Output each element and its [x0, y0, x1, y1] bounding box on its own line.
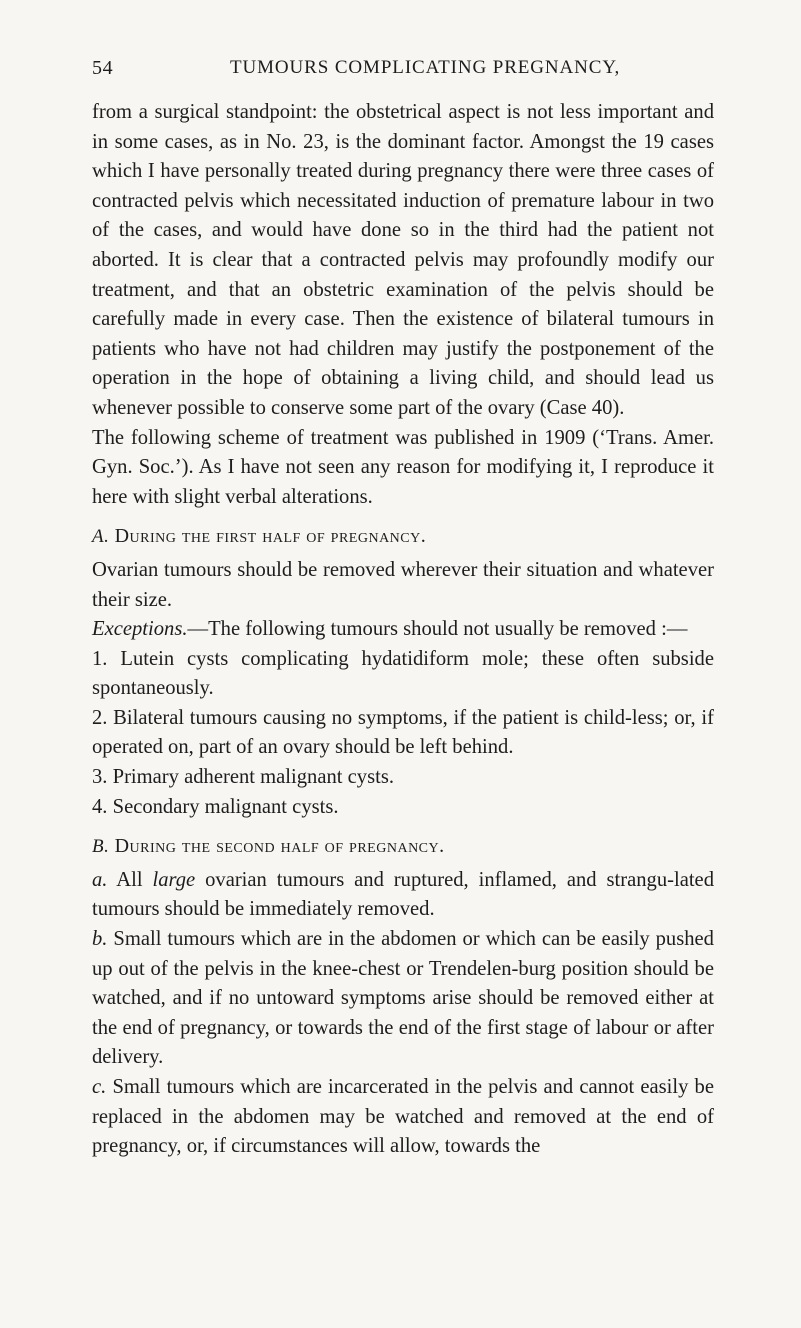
section-title-b: During the second half of pregnancy.: [114, 835, 445, 858]
section-b-item-c: [92, 1073, 714, 1162]
running-head: [92, 57, 712, 87]
item-a-emphasis: large: [152, 868, 196, 891]
body-text: [92, 98, 714, 1162]
exceptions-label: Exceptions.: [92, 618, 188, 641]
item-letter: a.: [92, 868, 108, 891]
item-a-pre: All: [116, 868, 143, 891]
item-b-text: Small tumours which are in the abdomen or which can be easily pushed up out of the pelvis in the knee-chest or Trendelen-burg position should be watched, and if no untoward symptoms arise should be removed either at the end of pregnancy, or towards the end of the first stage of labour or after delivery.: [92, 928, 714, 1069]
exception-item-number: 4.: [92, 795, 108, 818]
item-c-text: Small tumours which are incarcerated in the pelvis and cannot easily be replaced in the abdomen may be watched and removed at the end of pregnancy, or, if circumstances will allow, towards the: [92, 1076, 714, 1158]
exception-item-text: Primary adherent malignant cysts.: [112, 766, 394, 789]
section-heading-a: [92, 522, 714, 552]
exception-item-text: Secondary malignant cysts.: [112, 795, 339, 818]
paragraph-surgical-standpoint: from a surgical standpoint: the obstetrical aspect is not less important and in some cases, as in No. 23, is the dominant factor. Amongst the 19 cases which I have personally treated during pregnancy there were three cases of contracted pelvis which necessitated induction of premature labour in two of the cases, and would have done so in the third had the patient not aborted. It is clear that a contracted pelvis may profoundly modify our treatment, and that an obstetric examination of the pelvis should be carefully made in every case. Then the existence of bilateral tumours in patients who have not had children may justify the postponement of the operation in the hope of obtaining a living child, and should lead us whenever possible to conserve some part of the ovary (Case 40).: [92, 101, 714, 419]
exception-item-3: [92, 763, 714, 793]
paragraph-scheme-intro: The following scheme of treatment was published in 1909 (‘Trans. Amer. Gyn. Soc.’). As I have not seen any reason for modifying it, I reproduce it here with slight verbal alterations.: [92, 426, 714, 508]
section-letter-a: A.: [92, 526, 110, 548]
exceptions-text: —The following tumours should not usually be removed :—: [187, 618, 688, 641]
exceptions-paragraph: [92, 615, 714, 645]
item-a-post: ovarian tumours and ruptured, inflamed, and strangu-lated tumours should be immediately removed.: [92, 868, 714, 921]
exception-item-number: 3.: [92, 766, 108, 789]
exception-item-text: Lutein cysts complicating hydatidiform mole; these often subside spontaneously.: [92, 647, 714, 700]
section-a-intro: Ovarian tumours should be removed wherever their situation and whatever their size.: [92, 558, 714, 611]
exception-item-number: 1.: [92, 647, 108, 670]
section-b-item-b: [92, 925, 714, 1073]
exception-item-1: [92, 645, 714, 704]
section-letter-b: B.: [92, 836, 110, 858]
exception-item-number: 2.: [92, 706, 108, 729]
item-letter: b.: [92, 928, 108, 951]
page-number: 54: [92, 57, 114, 79]
section-heading-b: [92, 832, 714, 862]
exception-item-4: [92, 793, 714, 823]
exception-item-text: Bilateral tumours causing no symptoms, if the patient is child-less; or, if operated on, part of an ovary should be left behind.: [92, 706, 714, 759]
section-b-item-a: [92, 866, 714, 925]
section-title-a: During the first half of pregnancy.: [114, 525, 427, 548]
exception-item-2: [92, 704, 714, 763]
running-title: TUMOURS COMPLICATING PREGNANCY,: [230, 57, 621, 78]
item-letter: c.: [92, 1076, 107, 1098]
